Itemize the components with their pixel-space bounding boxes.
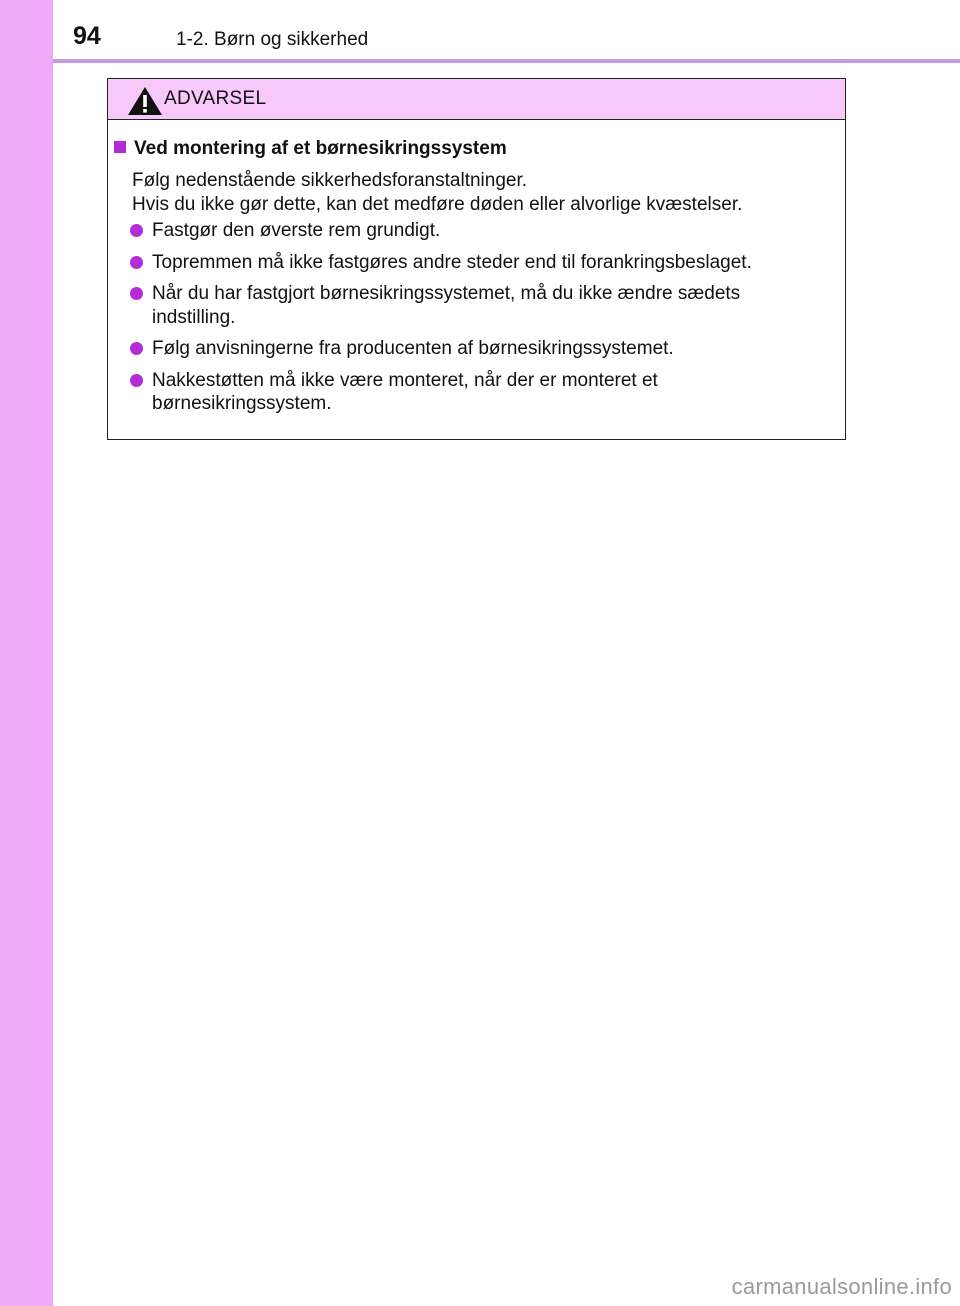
square-bullet-icon	[114, 141, 126, 153]
list-item-text: Topremmen må ikke fastgøres andre steder end til forankringsbeslaget.	[152, 251, 752, 273]
list-item	[128, 251, 840, 275]
bullet-dot-icon	[130, 342, 143, 355]
warning-sub-heading	[114, 138, 507, 160]
bullet-dot-icon	[130, 374, 143, 387]
warning-sub-heading-text: Ved montering af et børnesikringssystem	[134, 138, 507, 159]
list-item	[128, 282, 812, 329]
warning-box	[107, 78, 846, 440]
warning-triangle-icon	[126, 85, 164, 117]
list-item-text: Nakkestøtten må ikke være monteret, når der er monteret et børnesikringssystem.	[152, 369, 658, 414]
section-title: 1-2. Børn og sikkerhed	[176, 29, 369, 50]
warning-intro	[132, 169, 832, 216]
bullet-dot-icon	[130, 256, 143, 269]
intro-line: Følg nedenstående sikkerhedsforanstaltninger.	[132, 170, 528, 191]
list-item-text: Følg anvisningerne fra producenten af børnesikringssystemet.	[152, 338, 674, 359]
header-divider	[53, 59, 960, 63]
list-item-text: Fastgør den øverste rem grundigt.	[152, 220, 441, 241]
bullet-dot-icon	[130, 224, 143, 237]
page-number: 94	[73, 22, 101, 50]
list-item	[128, 219, 840, 243]
side-color-band	[0, 0, 53, 1306]
warning-bullet-list	[128, 219, 840, 424]
warning-header	[108, 79, 845, 120]
footer-watermark: carmanualsonline.info	[731, 1274, 952, 1299]
intro-line: Hvis du ikke gør dette, kan det medføre døden eller alvorlige kvæstelser.	[132, 193, 743, 215]
warning-label: ADVARSEL	[164, 88, 267, 109]
bullet-dot-icon	[130, 287, 143, 300]
list-item	[128, 337, 840, 361]
list-item-text: Når du har fastgjort børnesikringssystemet, må du ikke ændre sædets indstilling.	[152, 283, 741, 328]
list-item	[128, 369, 712, 416]
